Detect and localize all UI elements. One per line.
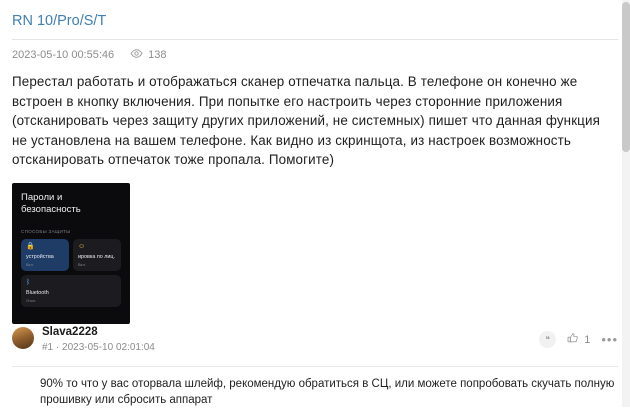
tile-sub: Вкл. — [26, 261, 34, 267]
tile-device-lock — [21, 239, 69, 271]
more-dots-icon[interactable]: ••• — [601, 331, 618, 347]
scrollbar-thumb[interactable] — [622, 2, 630, 152]
tile-label: Bluetooth — [26, 289, 49, 296]
quote-icon[interactable]: ❝ — [539, 331, 556, 348]
comment-divider — [12, 366, 618, 367]
attachment-tile-grid — [21, 239, 122, 307]
like-button[interactable] — [567, 332, 590, 347]
tile-label: ировка по лиц. — [78, 253, 116, 260]
attachment-title-line2: безопасность — [21, 203, 81, 215]
header-divider — [12, 39, 618, 40]
tile-sub: Вкл. — [78, 261, 86, 267]
lock-icon: 🔒 — [26, 242, 35, 250]
thumbs-up-icon — [567, 332, 579, 347]
post-body: Перестал работать и отображаться сканер отпечатка пальца. В телефоне он конечно же встроен в кнопку включения. При попытке его настроить через сторонние приложения (отсканировать через защиту других приложений, не системных) пишет что данная функция не установлена на вашем телефоне. Как видно из скринщота, из настроек возможность отсканировать отпечаток тоже пропала. Помогите) — [12, 74, 600, 167]
comment-block — [12, 325, 618, 408]
attachment-section-label: СПОСОБЫ ЗАЩИТЫ — [21, 228, 71, 234]
attachment-title-line1: Пароли и — [21, 191, 63, 203]
view-count — [130, 49, 166, 61]
comment-author[interactable]: Slava2228 — [42, 326, 98, 338]
topic-meta — [12, 49, 618, 61]
comment-meta: #1 · 2023-05-10 02:01:04 — [42, 342, 155, 353]
avatar[interactable] — [12, 327, 34, 349]
comment-text: 90% то что у вас оторвала шлейф, рекомендую обратиться в СЦ, или можете попробовать скучать полную прошивку или сбросить аппарат — [40, 378, 615, 406]
tile-label: устройства — [26, 253, 54, 260]
page-title[interactable]: RN 10/Pro/S/T — [12, 13, 107, 29]
comment-header — [12, 325, 618, 355]
tile-face-unlock — [73, 239, 121, 271]
bluetooth-icon: ᛒ — [26, 278, 31, 286]
face-icon: ☺ — [78, 242, 86, 250]
tile-sub: Откл. — [26, 297, 37, 303]
like-count: 1 — [584, 333, 591, 346]
comment-actions — [539, 331, 618, 348]
view-count-value: 138 — [148, 49, 167, 61]
scrollbar-track[interactable] — [622, 0, 630, 407]
tile-bluetooth — [21, 275, 121, 307]
topic-date: 2023-05-10 00:55:46 — [12, 49, 115, 61]
comment-identity — [42, 325, 155, 355]
attachment-screenshot[interactable] — [12, 183, 130, 324]
eye-icon — [130, 49, 143, 61]
